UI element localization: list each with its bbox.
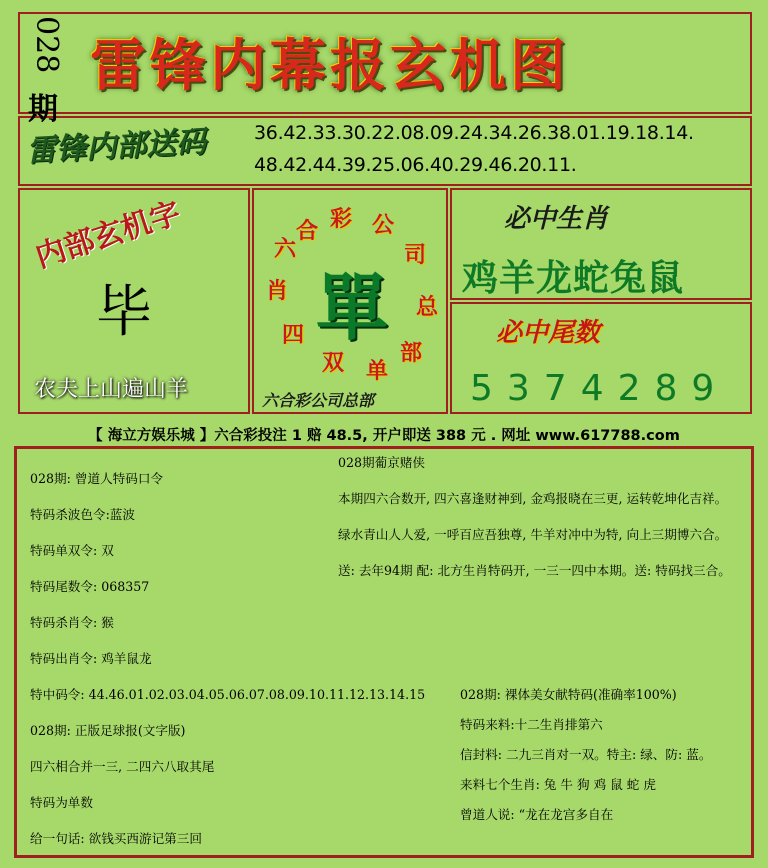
tail-title: 必中尾数 [496, 318, 601, 348]
left-line: 特中码令: 44.46.01.02.03.04.05.06.07.08.09.10.11.12.13.14.15 [30, 687, 426, 702]
ring-char: 肖 [266, 278, 289, 304]
ring-char: 彩 [330, 206, 353, 232]
left-line: 特码杀波色令:蓝波 [30, 507, 135, 522]
ring-char: 六 [274, 236, 297, 262]
ring-char: 单 [366, 358, 389, 384]
left-line: 特码出肖令: 鸡羊鼠龙 [30, 651, 152, 666]
left-line: 特码尾数令: 068357 [30, 579, 150, 594]
issue-number: 028 [29, 16, 64, 74]
left-line: 特码为单数 [30, 795, 93, 810]
left-line: 特码单双令: 双 [30, 543, 114, 558]
zodiac-list: 鸡羊龙蛇兔鼠 [462, 257, 685, 299]
ring-char: 公 [372, 212, 395, 238]
right-line: 送: 去年94期 配: 北方生肖特码开, 一三一四中本期。送: 特码找三合。 [338, 563, 731, 578]
right-line: 来料七个生肖: 兔 牛 狗 鸡 鼠 蛇 虎 [460, 777, 656, 792]
ring-char: 合 [296, 218, 319, 244]
page-title: 雷锋内幕报玄机图 [90, 33, 570, 99]
left-line: 给一句话: 欲钱买西游记第三回 [30, 831, 202, 846]
issue-suffix: 期 [28, 92, 58, 127]
ring-char: 四 [282, 322, 305, 348]
right-line: 曾道人说: “龙在龙宫多自在 [460, 807, 614, 822]
right-line: 特码来料:十二生肖排第六 [460, 717, 603, 732]
right-line: 绿水青山人人爱, 一呼百应吾独尊, 牛羊对冲中为特, 向上三期博六合。 [338, 527, 728, 542]
inner-box-phrase: 农夫上山遍山羊 [34, 377, 189, 402]
left-line: 028期: 正版足球报(文字版) [30, 723, 186, 738]
ring-char: 部 [400, 340, 423, 366]
zodiac-title: 必中生肖 [504, 204, 609, 234]
right-line: 028期: 裸体美女献特码(准确率100%) [460, 687, 677, 702]
codes-label: 雷锋内部送码 [25, 124, 208, 169]
center-footer: 六合彩公司总部 [262, 391, 375, 410]
left-line: 028期: 曾道人特码口令 [30, 471, 164, 486]
tail-digits: 5374289 [470, 368, 729, 409]
inner-box-title: 内部玄机字 [31, 195, 185, 276]
center-main-character: 單 [316, 265, 389, 350]
ring-char: 总 [416, 294, 439, 320]
issue-label [22, 14, 70, 127]
inner-box-character: 毕 [96, 280, 152, 345]
right-line: 信封料: 二九三肖对一双。特主: 绿、防: 蓝。 [460, 747, 712, 762]
right-line: 本期四六合数开, 四六喜逢财神到, 金鸡报晓在三更, 运转乾坤化吉祥。 [338, 491, 728, 506]
left-line: 特码杀肖令: 猴 [30, 615, 114, 630]
codes-line-1: 36.42.33.30.22.08.09.24.34.26.38.01.19.18.14. [254, 122, 694, 144]
ad-banner: 【 海立方娱乐城 】六合彩投注 1 赔 48.5, 开户即送 388 元 . 网址 www.617788.com [88, 428, 680, 444]
left-line: 四六相合并一三, 二四六八取其尾 [30, 759, 215, 774]
codes-line-2: 48.42.44.39.25.06.40.29.46.20.11. [254, 154, 577, 176]
ring-char: 双 [322, 350, 345, 376]
ring-char: 司 [404, 242, 427, 268]
right-line: 028期葡京赌侠 [338, 455, 426, 470]
